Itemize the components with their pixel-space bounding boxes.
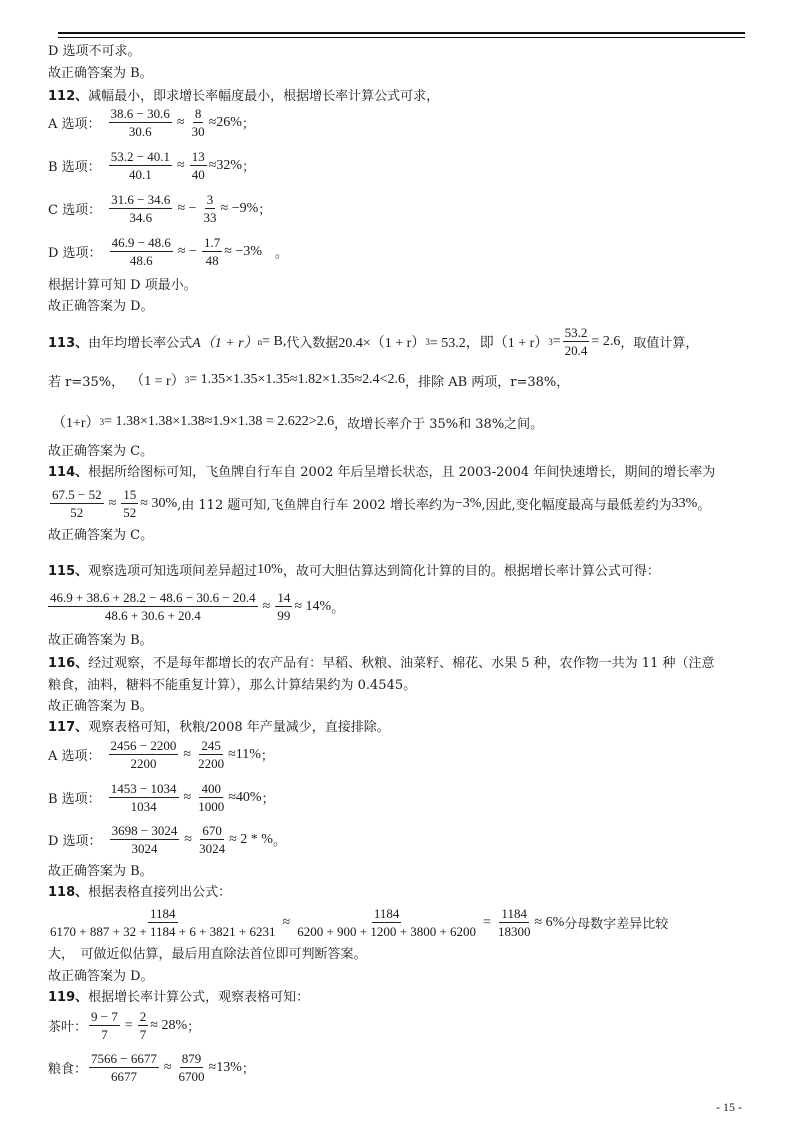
text-line: 故正确答案为 C。	[48, 444, 154, 459]
question-number: 116、	[48, 656, 89, 671]
q117-option-d: D 选项： $\frac{3698 - 3024}{3024}$ ≈ $\frac{670}{3024}$ ≈ 2 * % 。	[48, 823, 286, 856]
fraction: $\frac{9 - 7}{7}$	[91, 1009, 118, 1042]
fraction: $\frac{1.7}{48}$	[204, 235, 221, 268]
fraction: $\frac{670}{3024}$	[199, 823, 226, 856]
option-label: D 选项：	[48, 834, 102, 849]
question-118: 118、根据表格直接列出公式：	[48, 885, 232, 900]
text-line: D 选项不可求。	[48, 44, 141, 59]
question-114: 114、根据所给图标可知，飞鱼牌自行车自 2002 年后呈增长状态，且 2003-2004 年间快速增长，期间的增长率为	[48, 465, 716, 480]
fraction: $\frac{38.6 - 30.6}{30.6}$	[110, 106, 170, 139]
text-line: 故正确答案为 C。	[48, 528, 154, 543]
option-label: B 选项：	[48, 160, 101, 175]
text-line: 故正确答案为 B。	[48, 633, 153, 648]
option-label: B 选项：	[48, 792, 101, 807]
fraction: $\frac{1184}{6200 + 900 + 1200 + 3800 + 6200}$	[297, 906, 477, 939]
item-label: 茶叶：	[48, 1020, 88, 1035]
fraction: $\frac{3698 - 3024}{3024}$	[111, 823, 178, 856]
text-line: 故正确答案为 B。	[48, 66, 153, 81]
fraction: $\frac{67.5 - 52}{52}$	[52, 487, 102, 520]
question-119: 119、根据增长率计算公式，观察表格可知：	[48, 990, 310, 1005]
fraction: $\frac{2456 - 2200}{2200}$	[110, 738, 177, 771]
page-number: - 15 -	[716, 1100, 742, 1114]
fraction: $\frac{53.2}{20.4}$	[564, 325, 588, 358]
q115-formula: $\frac{46.9 + 38.6 + 28.2 - 48.6 - 30.6 - 20.4}{48.6 + 30.6 + 20.4}$ ≈ $\frac{14}{99}$ ≈ 14% 。	[50, 590, 345, 623]
fraction: $\frac{1184}{6170 + 887 + 32 + 1184 + 6 + 3821 + 6231}$	[50, 906, 276, 939]
q112-option-a: A 选项： $\frac{38.6 - 30.6}{30.6}$ ≈ $\frac{8}{30}$ ≈26% ；	[48, 106, 255, 139]
fraction: $\frac{245}{2200}$	[198, 738, 225, 771]
question-112	[48, 88, 439, 106]
fraction: $\frac{31.6 - 34.6}{34.6}$	[111, 192, 171, 225]
q114-formula: $\frac{67.5 - 52}{52}$ ≈ $\frac{15}{52}$ ≈ 30% ,由 112 题可知,飞鱼牌自行车 2002 增长率约为 −3% ,因此,变化幅度最高与最低差约为 33% 。	[52, 487, 711, 520]
q112-option-d: D 选项： $\frac{46.9 - 48.6}{48.6}$ ≈ − $\frac{1.7}{48}$ ≈ −3% 。	[48, 235, 289, 268]
q112-option-b: B 选项： $\frac{53.2 - 40.1}{40.1}$ ≈ $\frac{13}{40}$ ≈32% ；	[48, 149, 256, 182]
fraction: $\frac{1184}{18300}$	[497, 906, 531, 939]
text-line: 故正确答案为 B。	[48, 699, 153, 714]
header-rule-thick	[58, 32, 745, 34]
fraction: $\frac{13}{40}$	[191, 149, 205, 182]
fraction: $\frac{15}{52}$	[123, 487, 137, 520]
question-113: 113、 由年均增长率公式 A（1 + r） n = B, 代入数据 20.4×（1 + r） 3 = 53.2，即（1 + r） 3 = $\frac{53.2}{20.4}$ = 2.6 ，取值计算，	[48, 325, 699, 358]
text-line: 根据计算可知 D 项最小。	[48, 278, 197, 293]
question-115: 115、 观察选项可知选项间差异超过 10% ，故可大胆估算达到简化计算的目的。根据增长率计算公式可得：	[48, 561, 660, 579]
q119-grain: 粮食： $\frac{7566 - 6677}{6677}$ ≈ $\frac{879}{6700}$ ≈13% ；	[48, 1051, 255, 1084]
header-rule-thin	[58, 37, 745, 38]
fraction: $\frac{400}{1000}$	[198, 781, 225, 814]
text-line: 粮食，油料，糖料不能重复计算），那么计算结果约为 0.4545。	[48, 678, 417, 693]
fraction: $\frac{3}{33}$	[203, 192, 217, 225]
option-label: D 选项：	[48, 246, 102, 261]
fraction: $\frac{7566 - 6677}{6677}$	[91, 1051, 157, 1084]
q118-formula: $\frac{1184}{6170 + 887 + 32 + 1184 + 6 + 3821 + 6231}$ ≈ $\frac{1184}{6200 + 900 + 1200 + 3800 + 6200}$ = $\frac{1184}{18300}$ ≈ 6% 分母数字差异比较	[50, 906, 669, 939]
fraction: $\frac{879}{6700}$	[178, 1051, 205, 1084]
question-116: 116、经过观察，不是每年都增长的农产品有：早稻、秋粮、油菜籽、棉花、水果 5 种，农作物一共为 11 种（注意	[48, 656, 715, 671]
option-label: A 选项：	[48, 749, 101, 764]
q119-tea: 茶叶： $\frac{9 - 7}{7}$ = $\frac{2}{7}$ ≈ 28% ；	[48, 1009, 201, 1042]
question-number: 117、	[48, 720, 89, 735]
text-line: 大， 可做近似估算，最后用直除法首位即可判断答案。	[48, 947, 367, 962]
q113-line-3: （1+r） 3 = 1.38×1.38×1.38≈1.9×1.38 = 2.622>2.6 ，故增长率介于 35%和 38%之间。	[52, 414, 544, 432]
fraction: $\frac{8}{30}$	[191, 106, 205, 139]
question-text: 减幅最小，即求增长率幅度最小，根据增长率计算公式可求，	[88, 89, 440, 104]
q117-option-a: A 选项： $\frac{2456 - 2200}{2200}$ ≈ $\frac{245}{2200}$ ≈11% ；	[48, 738, 274, 771]
question-number: 118、	[48, 885, 89, 900]
fraction: $\frac{14}{99}$	[277, 590, 291, 623]
text-line: 故正确答案为 D。	[48, 969, 154, 984]
q113-line-2: 若 r=35%， （1 = r） 3 = 1.35×1.35×1.35≈1.82×1.35≈2.4<2.6 ，排除 AB 两项，r=38%，	[48, 372, 570, 390]
question-number: 112、	[48, 89, 89, 104]
question-number: 119、	[48, 990, 89, 1005]
fraction: $\frac{2}{7}$	[139, 1009, 147, 1042]
fraction: $\frac{1453 - 1034}{1034}$	[110, 781, 177, 814]
q117-option-b: B 选项： $\frac{1453 - 1034}{1034}$ ≈ $\frac{400}{1000}$ ≈40% ；	[48, 781, 275, 814]
text-line: 故正确答案为 B。	[48, 864, 153, 879]
text-line: 故正确答案为 D。	[48, 299, 154, 314]
question-number: 114、	[48, 465, 89, 480]
question-number: 113、	[48, 336, 89, 351]
question-number: 115、	[48, 564, 89, 579]
q112-option-c: C 选项： $\frac{31.6 - 34.6}{34.6}$ ≈ − $\frac{3}{33}$ ≈ −9% ；	[48, 192, 272, 225]
fraction: $\frac{53.2 - 40.1}{40.1}$	[110, 149, 171, 182]
option-label: C 选项：	[48, 203, 102, 218]
fraction: $\frac{46.9 - 48.6}{48.6}$	[111, 235, 171, 268]
item-label: 粮食：	[48, 1062, 88, 1077]
option-label: A 选项：	[48, 117, 101, 132]
question-117: 117、观察表格可知，秋粮/2008 年产量减少，直接排除。	[48, 720, 390, 735]
fraction: $\frac{46.9 + 38.6 + 28.2 - 48.6 - 30.6 - 20.4}{48.6 + 30.6 + 20.4}$	[50, 590, 256, 623]
